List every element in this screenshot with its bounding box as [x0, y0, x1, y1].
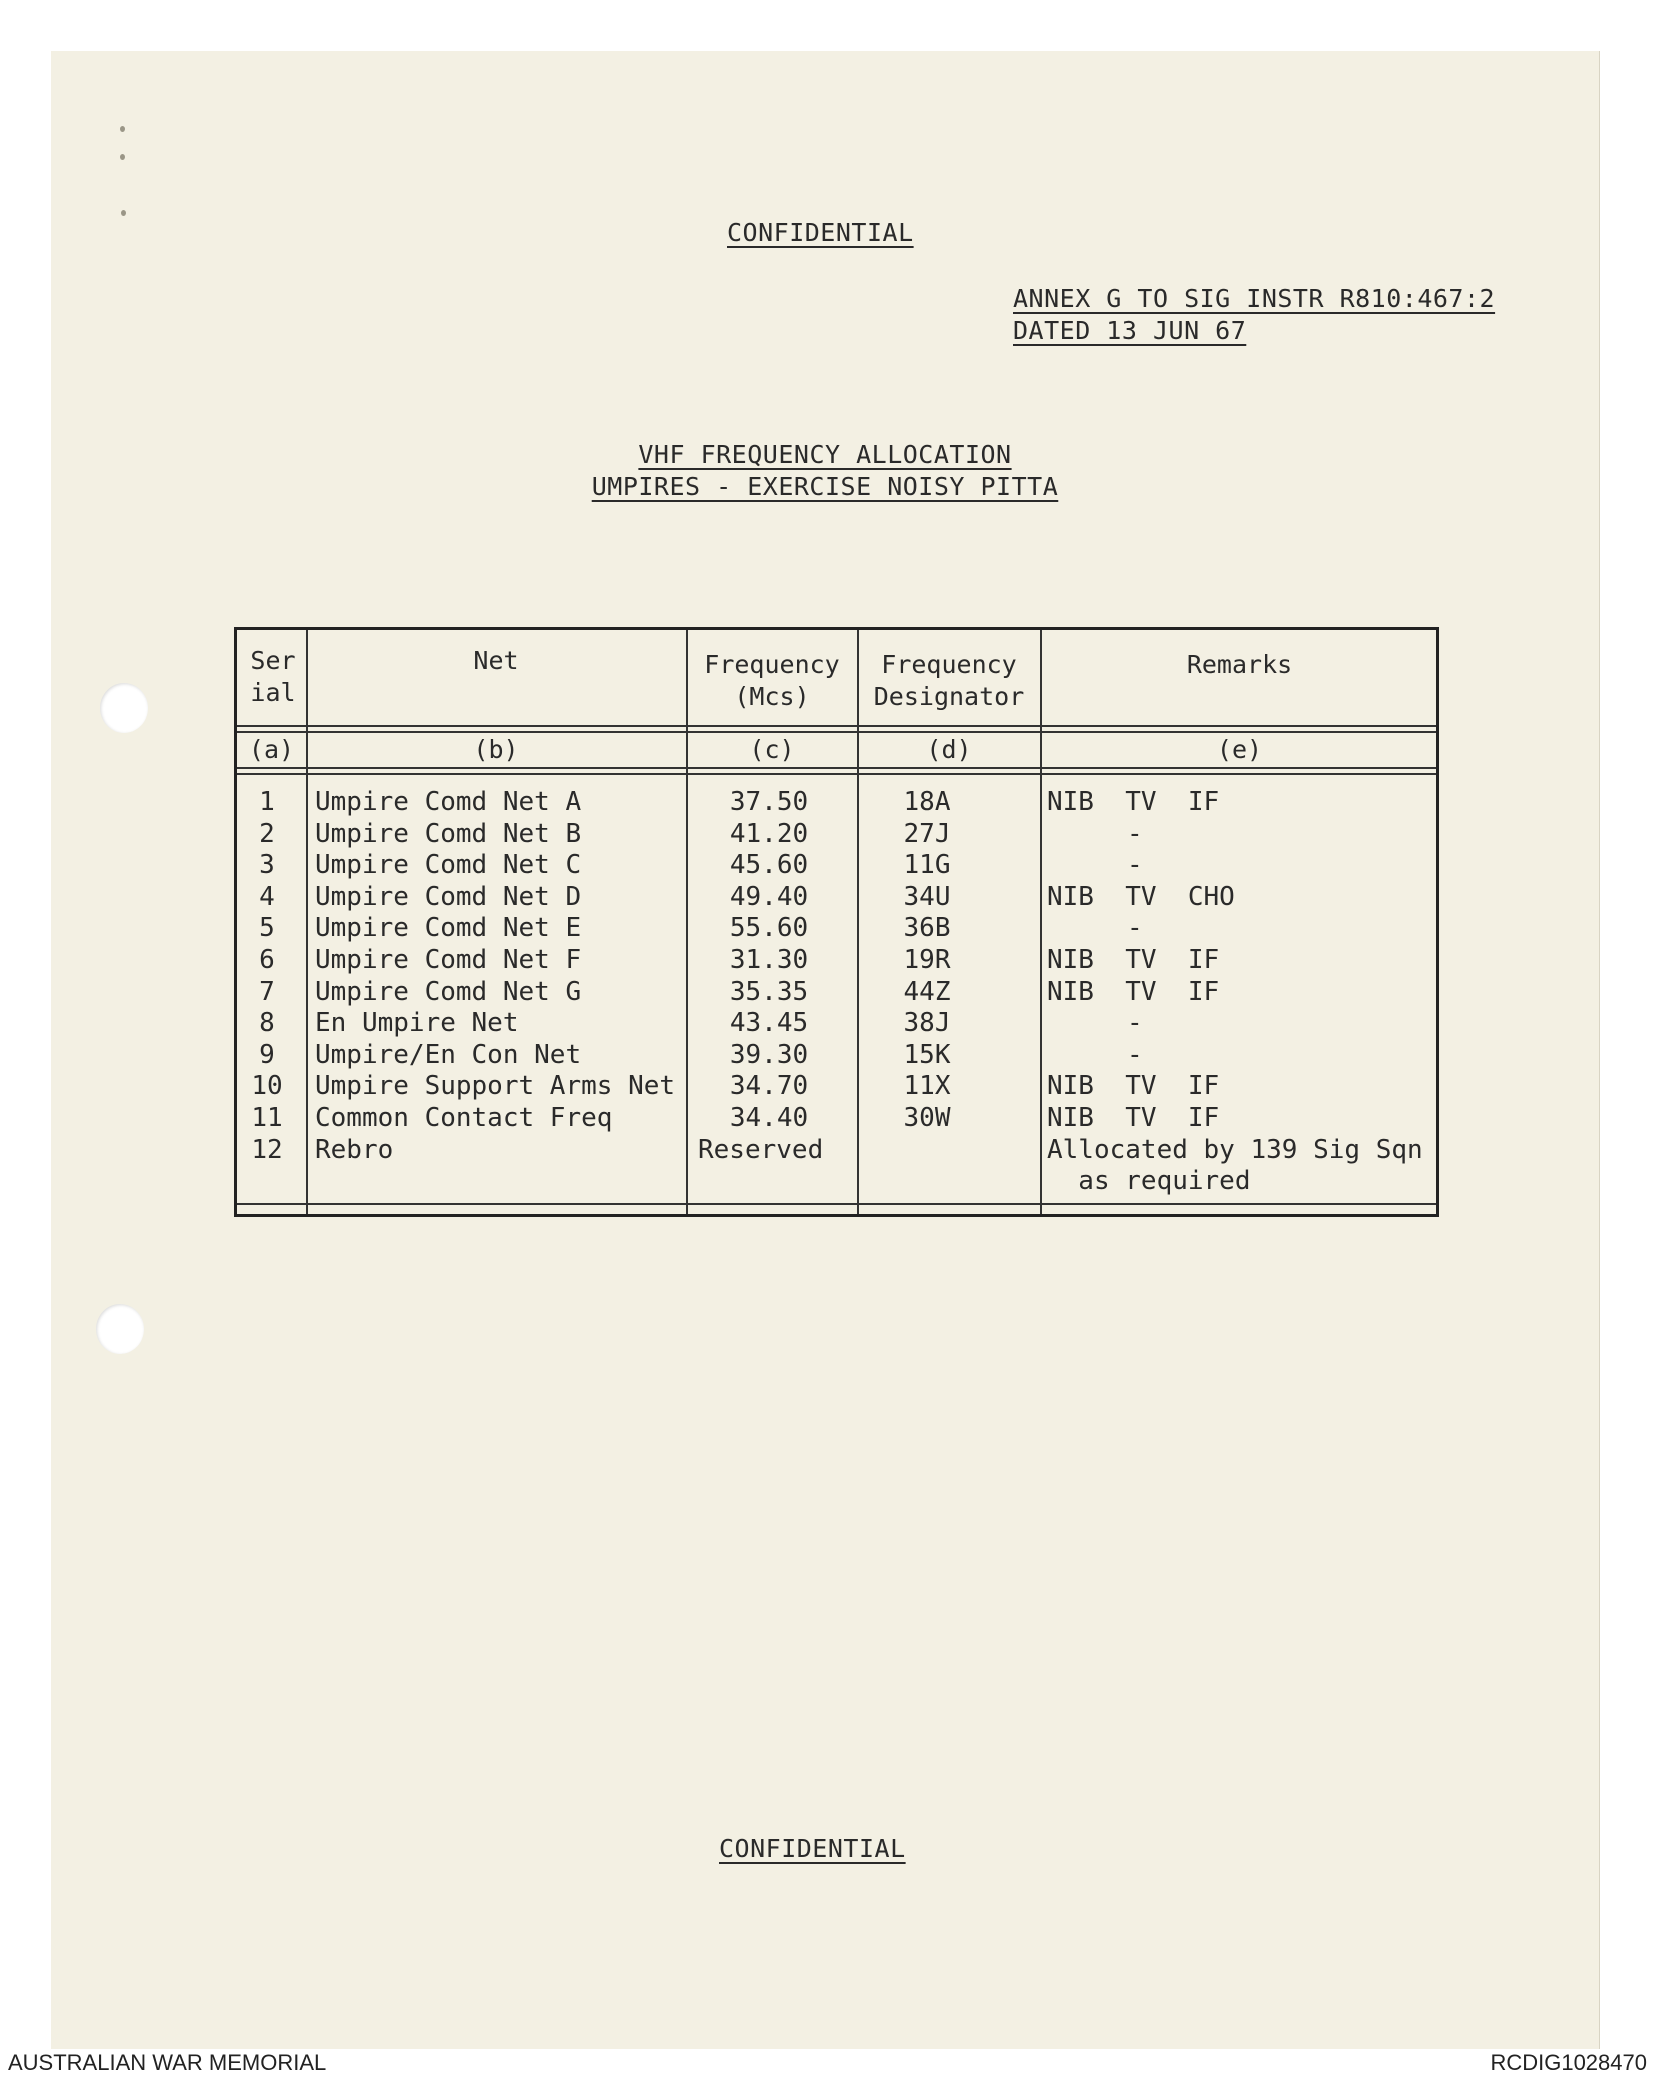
table-cell-net: Umpire Comd Net B: [315, 818, 582, 849]
table-cell-serial: 7: [259, 976, 275, 1007]
table-cell-serial: 3: [259, 850, 275, 881]
punch-hole: [100, 683, 148, 733]
column-label-d: (d): [926, 735, 972, 764]
table-cell-freq: 45.60: [729, 850, 809, 881]
table-cell-serial: 4: [259, 881, 275, 912]
table-cell-remarks: -: [1127, 1039, 1143, 1070]
table-cell-freq: 55.60: [729, 913, 809, 944]
table-cell-desig: 15K: [903, 1039, 951, 1070]
table-cell-net: Umpire Comd Net F: [315, 945, 582, 975]
table-cell-remarks: -: [1127, 913, 1143, 944]
frequency-table: [234, 627, 1439, 1217]
table-cell-net: Rebro: [315, 1134, 394, 1165]
title-line-2: UMPIRES - EXERCISE NOISY PITTA: [591, 472, 1059, 501]
table-cell-desig: 27J: [903, 818, 951, 849]
table-cell-remarks: -: [1127, 1008, 1143, 1039]
table-cell-freq: 49.40: [729, 881, 809, 912]
table-cell-freq: 37.50: [729, 787, 809, 817]
table-cell-desig: 30W: [903, 1103, 951, 1133]
table-cell-remarks: -: [1127, 850, 1143, 881]
table-cell-remarks: NIB TV IF: [1047, 976, 1220, 1007]
table-cell-freq: 39.30: [729, 1039, 809, 1070]
table-cell-net: Umpire Comd Net C: [315, 850, 582, 881]
table-cell-remarks: NIB TV CHO: [1047, 881, 1235, 912]
table-cell-desig: 34U: [903, 881, 951, 912]
annex-date: DATED 13 JUN 67: [1013, 316, 1247, 345]
table-cell-desig: 38J: [903, 1008, 951, 1039]
table-cell-freq: 41.20: [729, 818, 809, 849]
table-cell-serial: 8: [259, 1008, 275, 1039]
table-cell-net: Umpire Support Arms Net: [315, 1071, 676, 1102]
staple-mark: [120, 126, 125, 132]
table-cell-net: Umpire Comd Net E: [315, 913, 582, 944]
table-cell-desig: 19R: [903, 945, 951, 975]
table-cell-serial: 9: [259, 1039, 275, 1070]
table-cell-remarks: NIB TV IF: [1047, 1071, 1220, 1102]
table-cell-serial: 11: [251, 1103, 283, 1133]
table-cell-net: Umpire/En Con Net: [315, 1039, 582, 1070]
table-cell-desig: 11X: [903, 1071, 951, 1102]
column-label-a: (a): [248, 735, 295, 764]
title-line-1: VHF FREQUENCY ALLOCATION: [638, 440, 1012, 469]
table-cell-desig: 11G: [903, 850, 951, 881]
table-cell-net: Umpire Comd Net G: [315, 976, 582, 1007]
column-label-c: (c): [749, 735, 795, 764]
table-cell-remarks: NIB TV IF: [1047, 787, 1220, 817]
header-frequency: Frequency (Mcs): [704, 650, 840, 711]
table-cell-remarks: -: [1127, 818, 1143, 849]
table-cell-remarks: NIB TV IF: [1047, 1103, 1220, 1133]
table-cell-desig: 44Z: [903, 976, 951, 1007]
staple-mark: [121, 210, 126, 216]
table-cell-net: Common Contact Freq: [315, 1103, 613, 1133]
table-cell-serial: 5: [259, 913, 275, 944]
table-cell-freq: 34.70: [729, 1071, 809, 1102]
footer-identifier: RCDIG1028470: [1490, 2050, 1647, 2075]
table-cell-freq: 43.45: [729, 1008, 809, 1039]
table-cell-net: Umpire Comd Net A: [315, 787, 582, 817]
header-net: Net: [473, 646, 519, 675]
staple-mark: [120, 154, 125, 160]
table-cell-desig: 18A: [903, 787, 951, 817]
table-cell-freq: 34.40: [729, 1103, 809, 1133]
table-cell-serial: 12: [251, 1134, 283, 1165]
header-designator: Frequency Designator: [873, 650, 1025, 711]
table-cell-serial: 1: [259, 787, 275, 817]
table-cell-freq: 31.30: [729, 945, 809, 975]
column-label-e: (e): [1216, 735, 1263, 764]
footer-institution: AUSTRALIAN WAR MEMORIAL: [8, 2050, 327, 2075]
table-cell-net: Umpire Comd Net D: [315, 881, 582, 912]
table-cell-net: En Umpire Net: [315, 1008, 519, 1039]
column-label-b: (b): [473, 735, 519, 764]
table-cell-serial: 2: [259, 818, 275, 849]
classification-bottom: CONFIDENTIAL: [719, 1834, 906, 1863]
header-remarks: Remarks: [1186, 650, 1293, 679]
table-cell-serial: 10: [251, 1071, 283, 1102]
table-cell-remarks: Allocated by 139 Sig Sqn as required: [1047, 1134, 1423, 1197]
annex-reference: ANNEX G TO SIG INSTR R810:467:2: [1013, 284, 1496, 313]
table-cell-remarks: NIB TV IF: [1047, 945, 1220, 975]
table-cell-freq: 35.35: [729, 976, 809, 1007]
punch-hole: [96, 1304, 144, 1354]
table-cell-freq: Reserved: [698, 1134, 824, 1165]
table-cell-serial: 6: [259, 945, 275, 975]
table-cell-desig: 36B: [903, 913, 951, 944]
header-serial: Ser ial: [250, 646, 296, 707]
classification-top: CONFIDENTIAL: [727, 218, 914, 247]
